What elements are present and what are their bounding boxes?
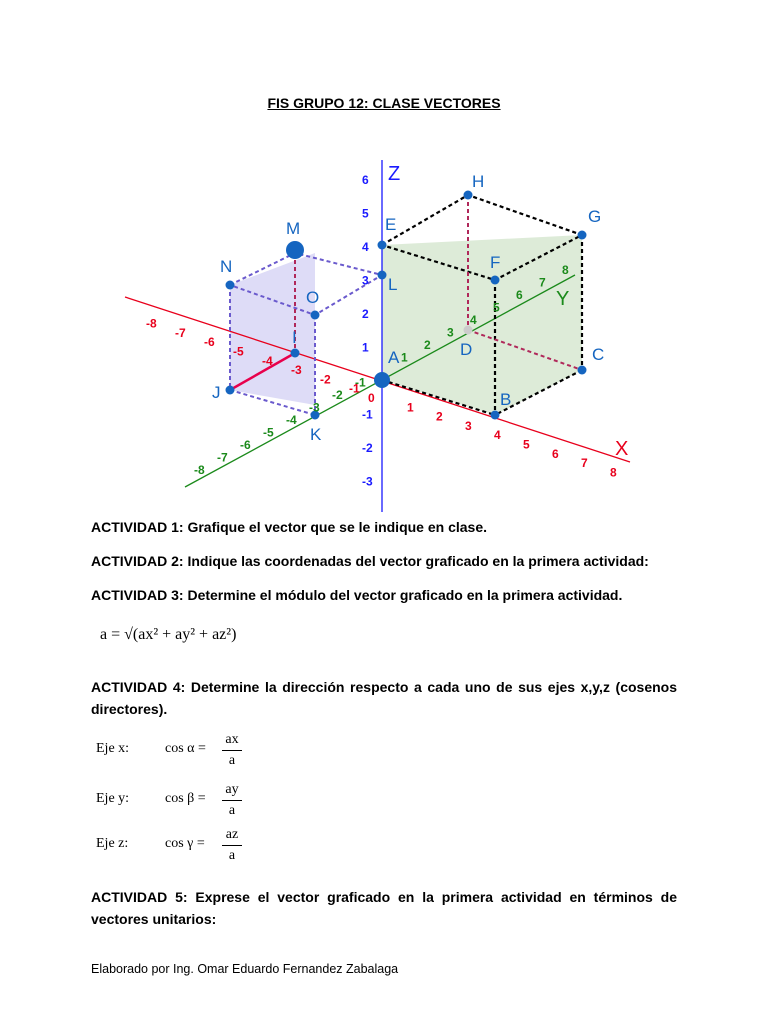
y-axis-label: Y: [556, 288, 570, 310]
z-axis-tick: 2: [362, 307, 369, 321]
y-axis-tick: -1: [355, 375, 366, 390]
activity-4: ACTIVIDAD 4: Determine la dirección respecto a cada uno de sus ejes x,y,z (cosenos directores).: [91, 679, 678, 717]
y-axis-tick: -6: [240, 438, 251, 452]
z-axis-tick: 3: [362, 273, 369, 288]
x-axis-tick: 1: [407, 400, 414, 415]
point-label-f: F: [490, 253, 501, 272]
footer-author: Elaborado por Ing. Omar Eduardo Fernandez Zabalaga: [91, 962, 399, 976]
z-axis-tick: 4: [362, 240, 369, 254]
point-label-e: E: [385, 215, 397, 234]
x-axis-tick: 6: [552, 446, 559, 461]
z-axis-tick: -1: [362, 407, 373, 422]
y-axis-tick: -7: [217, 450, 228, 465]
x-axis-label: X: [615, 438, 629, 460]
activity-5: ACTIVIDAD 5: Exprese el vector graficado en la primera actividad en términos de vectores unitarios:: [91, 889, 678, 927]
y-axis-tick: 6: [516, 288, 523, 302]
point-label-c: C: [592, 345, 605, 364]
x-axis-tick: -2: [320, 372, 331, 387]
direction-x-func: cos α =: [165, 741, 206, 756]
x-axis-tick: -4: [262, 353, 273, 368]
point-label-l: L: [388, 275, 398, 294]
point-label-i: I: [292, 328, 297, 347]
y-axis-tick: -2: [332, 388, 343, 402]
point-label-n: N: [220, 257, 233, 276]
module-formula: a = √(ax² + ay² + az²): [100, 626, 237, 643]
point-label-a: A: [388, 348, 400, 367]
activity-2: ACTIVIDAD 2: Indique las coordenadas del vector graficado en la primera actividad:: [91, 553, 649, 569]
direction-y-axis: Eje y:: [96, 791, 130, 806]
point-label-m: M: [286, 219, 301, 238]
z-axis-tick: 6: [362, 173, 369, 187]
direction-y-fraction: ay a: [222, 782, 242, 819]
x-axis-tick: -3: [291, 363, 302, 378]
x-axis-tick: 5: [523, 437, 530, 452]
point-label-d: D: [460, 340, 473, 359]
x-axis-tick: -5: [233, 344, 244, 359]
x-axis-tick: -6: [204, 335, 215, 350]
x-axis-tick: 7: [581, 456, 588, 471]
direction-y-func: cos β =: [165, 791, 206, 806]
activity-3: ACTIVIDAD 3: Determine el módulo del vector graficado en la primera actividad.: [91, 587, 623, 603]
point-label-b: B: [500, 390, 512, 409]
direction-z-fraction: az a: [222, 827, 242, 864]
z-axis-tick: -2: [362, 441, 373, 455]
z-axis-tick: 1: [362, 340, 369, 355]
y-axis-tick: 3: [447, 325, 454, 340]
x-axis-tick: -1: [349, 381, 360, 396]
z-axis-ticks: [362, 173, 373, 489]
y-axis-tick: 1: [401, 350, 408, 365]
page-title: FIS GRUPO 12: CLASE VECTORES: [267, 95, 501, 111]
x-axis-tick: 8: [610, 465, 617, 480]
y-axis-tick: -8: [194, 463, 205, 477]
x-axis-tick: -8: [146, 316, 157, 331]
y-axis-tick: -3: [309, 400, 320, 415]
x-axis-tick: 4: [494, 428, 501, 443]
z-axis-tick: 5: [362, 206, 369, 221]
z-axis-label: Z: [388, 163, 401, 185]
y-axis-tick: 8: [562, 263, 569, 277]
point-label-g: G: [588, 207, 602, 226]
y-axis-tick: 2: [424, 338, 431, 352]
y-axis-tick: -4: [286, 413, 297, 427]
point-label-j: J: [212, 383, 221, 402]
direction-x-fraction: ax a: [222, 732, 242, 769]
x-axis-tick: -7: [175, 325, 186, 340]
point-label-o: O: [306, 288, 320, 307]
origin-label: 0: [368, 391, 375, 405]
vector-3d-figure: [110, 150, 650, 520]
x-axis-tick: 2: [436, 409, 443, 424]
direction-z-axis: Eje z:: [96, 836, 129, 851]
y-axis-tick: 7: [539, 275, 546, 290]
z-axis-tick: -3: [362, 474, 373, 489]
direction-z-func: cos γ =: [165, 836, 205, 851]
point-label-h: H: [472, 172, 485, 191]
point-label-k: K: [310, 425, 322, 444]
direction-x-axis: Eje x:: [96, 741, 130, 756]
y-axis-tick: 5: [493, 300, 500, 315]
activity-1: ACTIVIDAD 1: Grafique el vector que se le indique en clase.: [91, 519, 488, 535]
x-axis-tick: 3: [465, 418, 472, 433]
y-axis-tick: -5: [263, 425, 274, 440]
y-axis-tick: 4: [470, 313, 477, 327]
